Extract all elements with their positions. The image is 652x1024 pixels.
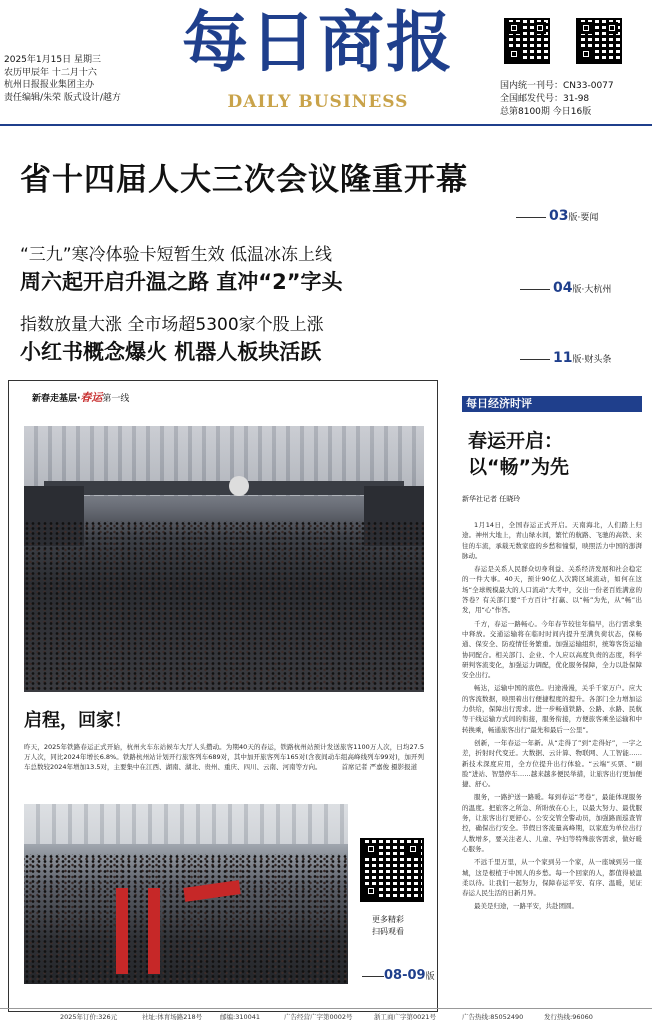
footer: [0, 1010, 652, 1024]
waiting-passengers-photo[interactable]: [24, 804, 348, 984]
feature-title[interactable]: 启程，回家！: [24, 710, 132, 731]
feature-page-ref[interactable]: 08-09版: [362, 968, 435, 983]
post-code: 全国邮发代号：31-98: [500, 94, 590, 104]
qr-label: 更多精彩 扫码观看: [372, 915, 404, 936]
qr-code-icon: [576, 18, 622, 64]
video-qr-code-icon[interactable]: [360, 838, 424, 902]
weather-kicker: “三九”寒冷体验卡短暂生效 低温冰冻上线: [20, 245, 333, 265]
masthead-divider: [0, 124, 652, 126]
commentary-paragraph: 春运是关系人民群众切身利益、关系经济发展和社会稳定的一件大事。40天，预计90亿人次跨区域流动，如何在这场“全球规模最大的人口流动”大考中，交出一份老百姓满意的答卷？有关部门要“千方百计”打赢、以“畅”为先，从“畅”出发，用“心”作答。: [462, 565, 642, 615]
page-ref-03[interactable]: 03版·要闻: [516, 208, 598, 224]
commentary-paragraph: 最美是归途，一路平安，共赴团圆。: [474, 902, 578, 911]
photo-credit: 首席记者 严嘉俊 摄影报道: [341, 763, 418, 771]
commentary-paragraph: 畅达，运输中国的底色。归途漫漫，关乎千家万户。应大的客流数据，映照着出行便捷程度的提升。各部门全力增加运力供给，保障出行需求。进一步畅通铁路、公路、水路、民航等干线运输方式间的衔接，服务衔接，方便旅客乘坐运输和中转换乘，畅通旅客出行“最先和最后一公里”。: [462, 684, 642, 734]
footer-license-1: 广告经营广字第0002号: [284, 1013, 353, 1021]
masthead-codes: [500, 80, 650, 119]
page-ref-11[interactable]: 11版·财头条: [520, 350, 611, 366]
commentary-byline: 新华社记者 任晓玲: [462, 495, 521, 503]
page-ref-04[interactable]: 04版·大杭州: [520, 280, 611, 296]
feature-caption: 昨天，2025年铁路春运正式开始，杭州火车东站候车大厅人头攒动。为期40天的春运，铁路杭州站预计发送旅客1100万人次，日均27.5万人次，同比2024年增长6.8%。铁路杭州站计划开行旅客列车689对，其中加开旅客列车165对(含夜间动车组高峰线列车99对)，加开列车总数较2024年增加13.5对，主要集中在江西、湖南、湖北、贵州、重庆、四川、云南、河南等方向。 首席记者 严嘉俊 摄影报道: [24, 743, 424, 771]
market-kicker: 指数放量大涨 全市场超5300家个股上涨: [20, 315, 324, 335]
footer-license-2: 浙工商广字第0021号: [374, 1013, 437, 1021]
commentary-paragraph: 不远千里万里，从一个家到另一个家，从一座城到另一座城，这是根植于中国人的乡愁。每一个回家的人，都值得被温柔以待。让我们一起努力，保障春运平安、有序、温暖，见证春运人民生活的日新月异。: [462, 858, 642, 898]
commentary-paragraph: 服务，一路护送一路暖。每到春运“考卷”，最能体现服务的温度。把旅客之所急、所盼放在心上，以最大努力、最优服务，让旅客出行更舒心。公安交管全警动员，加强路面巡查管控，确保出行安全。节假日客流量高峰期，以家庭为单位出行人数增多，要关注老人、儿童、孕妇等特殊旅客需求，做好暖心服务。: [462, 793, 642, 853]
newspaper-subtitle: DAILY BUSINESS: [227, 92, 409, 112]
qr-code-icon: [504, 18, 550, 64]
editors: 责任编辑/朱荣 版式设计/越方: [4, 92, 121, 103]
issue-number: 总第8100期 今日16版: [500, 107, 592, 117]
masthead-meta: [4, 54, 154, 104]
station-hall-photo[interactable]: [24, 426, 424, 692]
newspaper-title: 每日商报: [182, 3, 454, 81]
lunar-date: 农历甲辰年 十二月十六: [4, 67, 97, 78]
commentary-paragraph: 1月14日，全国春运正式开启。天南海北，人们踏上归途。神州大地上，青山绿水间，繁忙的航路、飞驰的高铁、来往的车流，承载无数家庭的乡愁和憧憬，映照活力中国的澎湃脉动。: [462, 521, 642, 560]
market-headline[interactable]: 小红书概念爆火 机器人板块活跃: [20, 340, 322, 364]
footer-address: 社址:体育场路218号: [142, 1013, 203, 1021]
commentary-paragraph: 千方，春运一路畅心。今年春节较往年偏早，出行需求集中释放。交通运输将在临时时间内提升至满负荷状态，保畅通、保安全、防疫情任务繁重。加强运输组织，统筹客货运输协同配合。相关部门、企业、个人应以高度负责的态度，科学研判客流变化，加强运力调配，优化服务保障，全力以赴保障安全出行。: [462, 619, 642, 680]
commentary-title[interactable]: 春运开启： 以“畅”为先: [468, 430, 569, 478]
cn-code: 国内统一刊号：CN33-0077: [500, 81, 614, 91]
commentary-body: [462, 520, 642, 915]
lead-headline[interactable]: 省十四届人大三次会议隆重开幕: [20, 162, 468, 198]
publisher: 杭州日报报业集团主办: [4, 80, 95, 90]
footer-price: 2025年订价:326元: [60, 1013, 118, 1021]
footer-dist-phone: 发行热线:96060: [544, 1013, 593, 1021]
footer-ad-phone: 广告热线:85052490: [462, 1013, 524, 1021]
commentary-paragraph: 创新，一年春运一年新。从“走得了”到“走得好”，一字之差，折射时代变迁。大数据、云计算、物联网、人工智能……新技术深度应用，全方位提升出行体验。“云端”买票、“刷脸”进站、智慧停车……越来越多便民举措，让旅客出行更加便捷、舒心。: [462, 738, 642, 789]
footer-postcode: 邮编:310041: [220, 1013, 261, 1021]
footer-divider: [0, 1008, 652, 1009]
commentary-tag: 每日经济时评: [462, 396, 642, 412]
weather-headline[interactable]: 周六起开启升温之路 直冲“2”字头: [20, 270, 343, 294]
issue-date: 2025年1月15日 星期三: [4, 55, 101, 65]
feature-series-label: 新春走基层·春运第一线: [32, 391, 130, 404]
